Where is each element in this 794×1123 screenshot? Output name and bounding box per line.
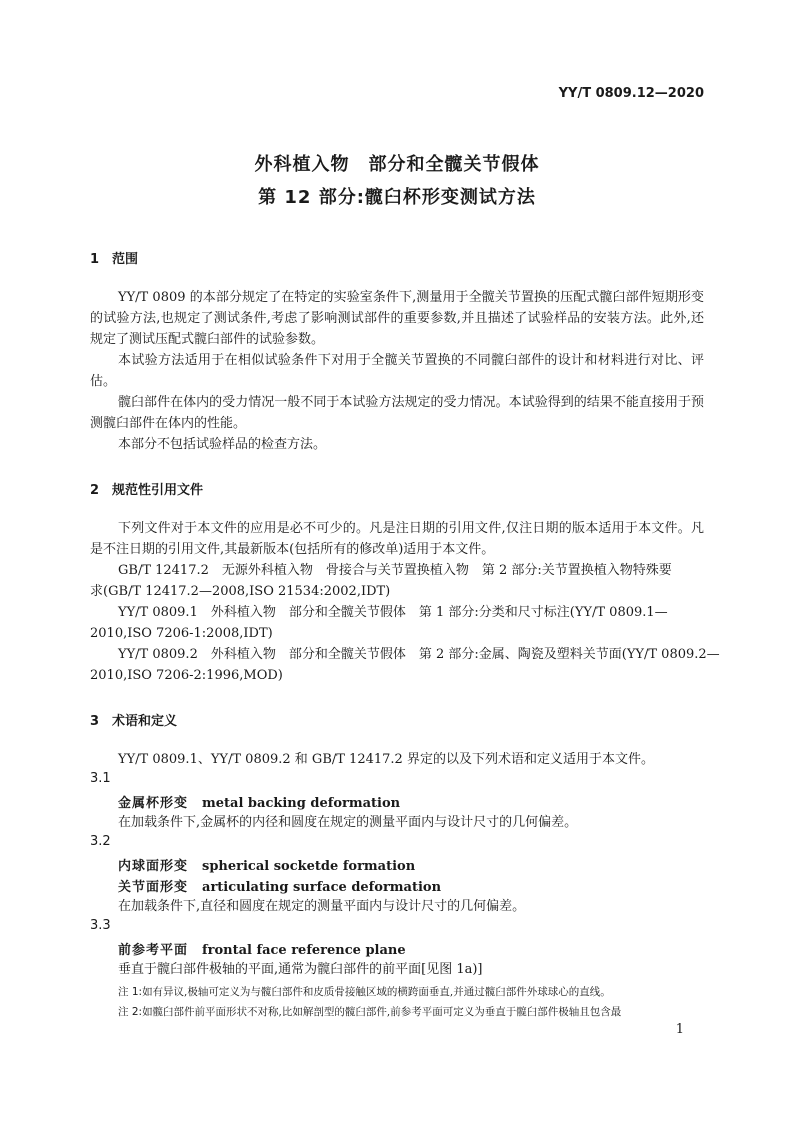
term-name-zh: 内球面形变 bbox=[118, 859, 189, 874]
section-heading-scope bbox=[90, 248, 138, 267]
term-name-alternate bbox=[118, 876, 441, 895]
section-heading-normative-references bbox=[90, 479, 203, 498]
note-text: 如髋臼部件前平面形状不对称,比如解剖型的髋臼部件,前参考平面可定义为垂直于髋臼部件极轴且包含最 bbox=[142, 1006, 622, 1018]
page-number: 1 bbox=[675, 1022, 684, 1037]
reference-2-line-1: YY/T 0809.1 外科植入物 部分和全髋关节假体 第 1 部分:分类和尺寸标注(YY/T 0809.1— bbox=[118, 605, 668, 620]
term-definition: 垂直于髋臼部件极轴的平面,通常为髋臼部件的前平面[见图 1a)] bbox=[118, 962, 483, 977]
reference-1-line-2: 求(GB/T 12417.2—2008,ISO 21534:2002,IDT) bbox=[90, 584, 391, 599]
term-definition: 在加载条件下,直径和圆度在规定的测量平面内与设计尺寸的几何偏差。 bbox=[118, 899, 526, 914]
scope-paragraph-1: YY/T 0809 的本部分规定了在特定的实验室条件下,测量用于全髋关节置换的压配式髋臼部件短期形变的试验方法,也规定了测试条件,考虑了影响测试部件的重要参数,并且描述了试验样品的安装方法。此外,还规定了测试压配式髋臼部件的试验参数。 bbox=[90, 290, 704, 347]
term-name-en: frontal face reference plane bbox=[202, 943, 406, 958]
reference-2-line-2: 2010,ISO 7206-1:2008,IDT) bbox=[90, 626, 273, 641]
reference-3-line-2: 2010,ISO 7206-2:1996,MOD) bbox=[90, 668, 283, 683]
section-number: 2 bbox=[90, 483, 100, 498]
term-name-en: metal backing deformation bbox=[202, 796, 401, 811]
scope-paragraph-3: 髋臼部件在体内的受力情况一般不同于本试验方法规定的受力情况。本试验得到的结果不能直接用于预测髋臼部件在体内的性能。 bbox=[90, 395, 704, 431]
note-1 bbox=[118, 983, 704, 1001]
term-name bbox=[118, 939, 406, 958]
note-text: 如有异议,极轴可定义为与髋臼部件和皮质骨接触区域的横跨面垂直,并通过髋臼部件外球球心的直线。 bbox=[142, 986, 611, 998]
term-name-en: articulating surface deformation bbox=[202, 880, 442, 895]
note-label: 注 2: bbox=[118, 1006, 143, 1018]
reference-1-line-1: GB/T 12417.2 无源外科植入物 骨接合与关节置换植入物 第 2 部分:关节置换植入物特殊要 bbox=[118, 563, 672, 578]
term-name bbox=[118, 855, 415, 874]
scope-paragraph-4: 本部分不包括试验样品的检查方法。 bbox=[118, 437, 327, 452]
standard-code: YY/T 0809.12—2020 bbox=[558, 86, 704, 101]
term-name bbox=[118, 792, 400, 811]
document-title-line-1: 外科植入物 部分和全髋关节假体 bbox=[254, 154, 540, 175]
section-title: 范围 bbox=[112, 252, 139, 267]
term-number: 3.3 bbox=[90, 918, 111, 933]
term-number: 3.2 bbox=[90, 834, 111, 849]
term-number: 3.1 bbox=[90, 771, 111, 786]
note-2 bbox=[118, 1003, 704, 1021]
section-number: 3 bbox=[90, 714, 100, 729]
term-name-en: spherical socketde formation bbox=[202, 859, 416, 874]
references-intro: 下列文件对于本文件的应用是必不可少的。凡是注日期的引用文件,仅注日期的版本适用于本文件。凡是不注日期的引用文件,其最新版本(包括所有的修改单)适用于本文件。 bbox=[90, 521, 704, 557]
term-name-zh: 前参考平面 bbox=[118, 943, 189, 958]
section-title: 规范性引用文件 bbox=[112, 483, 204, 498]
reference-3-line-1: YY/T 0809.2 外科植入物 部分和全髋关节假体 第 2 部分:金属、陶瓷及塑料关节面(YY/T 0809.2— bbox=[118, 647, 720, 662]
section-number: 1 bbox=[90, 252, 100, 267]
section-heading-terms bbox=[90, 710, 177, 729]
terms-intro: YY/T 0809.1、YY/T 0809.2 和 GB/T 12417.2 界定的以及下列术语和定义适用于本文件。 bbox=[118, 752, 654, 767]
term-name-zh: 关节面形变 bbox=[118, 880, 189, 895]
term-name-zh: 金属杯形变 bbox=[118, 796, 189, 811]
section-title: 术语和定义 bbox=[112, 714, 178, 729]
document-title-line-2: 第 12 部分:髋臼杯形变测试方法 bbox=[258, 187, 536, 208]
scope-paragraph-2: 本试验方法适用于在相似试验条件下对用于全髋关节置换的不同髋臼部件的设计和材料进行对比、评估。 bbox=[90, 353, 704, 389]
note-label: 注 1: bbox=[118, 986, 143, 998]
term-definition: 在加载条件下,金属杯的内径和圆度在规定的测量平面内与设计尺寸的几何偏差。 bbox=[118, 815, 578, 830]
